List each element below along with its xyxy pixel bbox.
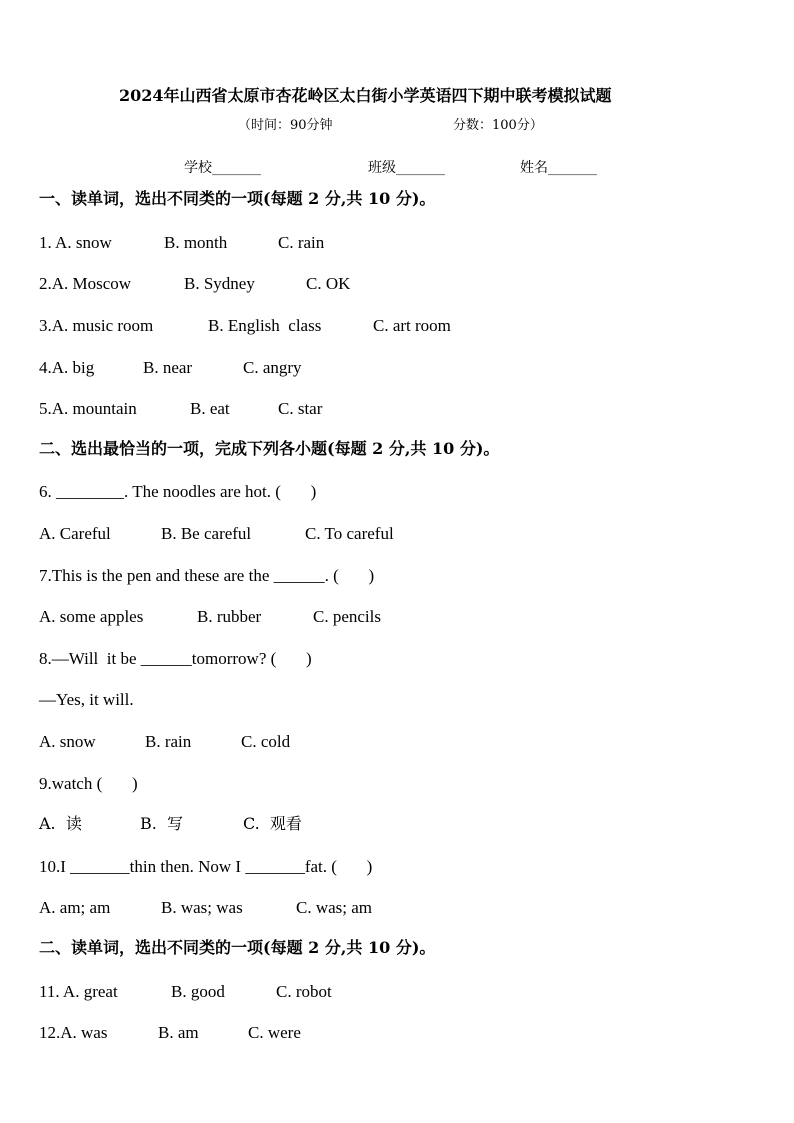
question-8-option-a[interactable]: A. snow bbox=[39, 732, 96, 751]
section-heading-3: 二、读单词，选出不同类的一项(每题 2 分,共 10 分)。 bbox=[39, 938, 436, 957]
question-8-stem: 8.—Will it be ______tomorrow? ( ) bbox=[39, 649, 312, 668]
question-7-option-b[interactable]: B. rubber bbox=[197, 607, 262, 626]
question-9-stem: 9.watch ( ) bbox=[39, 774, 138, 793]
question-3-option-a[interactable]: 3.A. music room bbox=[39, 316, 154, 335]
question-12-option-a[interactable]: 12.A. was bbox=[39, 1023, 108, 1042]
question-4-option-a[interactable]: 4.A. big bbox=[39, 358, 95, 377]
page-title: 2024年山西省太原市杏花岭区太白街小学英语四下期中联考模拟试题 bbox=[119, 86, 612, 105]
question-1-option-a[interactable]: 1. A. snow bbox=[39, 233, 112, 252]
question-11-option-a[interactable]: 11. A. great bbox=[39, 982, 118, 1001]
question-4-option-b[interactable]: B. near bbox=[143, 358, 193, 377]
name-field[interactable]: 姓名_______ bbox=[520, 160, 597, 176]
question-1-option-c[interactable]: C. rain bbox=[278, 233, 325, 252]
question-2-option-a[interactable]: 2.A. Moscow bbox=[39, 274, 132, 293]
question-11-option-b[interactable]: B. good bbox=[171, 982, 225, 1001]
question-12-option-c[interactable]: C. were bbox=[248, 1023, 301, 1042]
question-5-option-b[interactable]: B. eat bbox=[190, 399, 230, 418]
question-3-option-c[interactable]: C. art room bbox=[373, 316, 451, 335]
section-heading-1: 一、读单词，选出不同类的一项(每题 2 分,共 10 分)。 bbox=[39, 189, 436, 208]
question-6-option-a[interactable]: A. Careful bbox=[39, 524, 111, 543]
question-10-stem: 10.I _______thin then. Now I _______fat. ( ) bbox=[39, 857, 373, 876]
question-11-option-c[interactable]: C. robot bbox=[276, 982, 332, 1001]
question-10-option-c[interactable]: C. was; am bbox=[296, 898, 373, 917]
question-10-option-a[interactable]: A. am; am bbox=[39, 898, 111, 917]
question-4-option-c[interactable]: C. angry bbox=[243, 358, 302, 377]
question-3-option-b[interactable]: B. English class bbox=[208, 316, 322, 335]
question-6-stem: 6. ________. The noodles are hot. ( ) bbox=[39, 482, 317, 501]
question-6-option-c[interactable]: C. To careful bbox=[305, 524, 394, 543]
class-field[interactable]: 班级_______ bbox=[368, 160, 445, 176]
question-7-stem: 7.This is the pen and these are the ______. ( ) bbox=[39, 566, 375, 585]
school-field[interactable]: 学校_______ bbox=[184, 160, 261, 176]
question-10-option-b[interactable]: B. was; was bbox=[161, 898, 243, 917]
question-8-option-b[interactable]: B. rain bbox=[145, 732, 192, 751]
question-7-option-a[interactable]: A. some apples bbox=[39, 607, 144, 626]
question-9-option-b[interactable]: B. 写 bbox=[140, 814, 184, 833]
exam-time: （时间：90分钟 bbox=[238, 118, 333, 133]
question-7-option-c[interactable]: C. pencils bbox=[313, 607, 381, 626]
question-8-option-c[interactable]: C. cold bbox=[241, 732, 291, 751]
question-5-option-c[interactable]: C. star bbox=[278, 399, 323, 418]
question-5-option-a[interactable]: 5.A. mountain bbox=[39, 399, 137, 418]
question-9-option-c[interactable]: C. 观看 bbox=[243, 814, 302, 833]
exam-score: 分数：100分） bbox=[453, 118, 543, 133]
question-12-option-b[interactable]: B. am bbox=[158, 1023, 199, 1042]
question-2-option-b[interactable]: B. Sydney bbox=[184, 274, 255, 293]
question-6-option-b[interactable]: B. Be careful bbox=[161, 524, 252, 543]
question-1-option-b[interactable]: B. month bbox=[164, 233, 228, 252]
question-8-reply: —Yes, it will. bbox=[39, 690, 134, 709]
section-heading-2: 二、选出最恰当的一项，完成下列各小题(每题 2 分,共 10 分)。 bbox=[39, 439, 500, 458]
question-2-option-c[interactable]: C. OK bbox=[306, 274, 351, 293]
question-9-option-a[interactable]: A. 读 bbox=[39, 814, 82, 833]
